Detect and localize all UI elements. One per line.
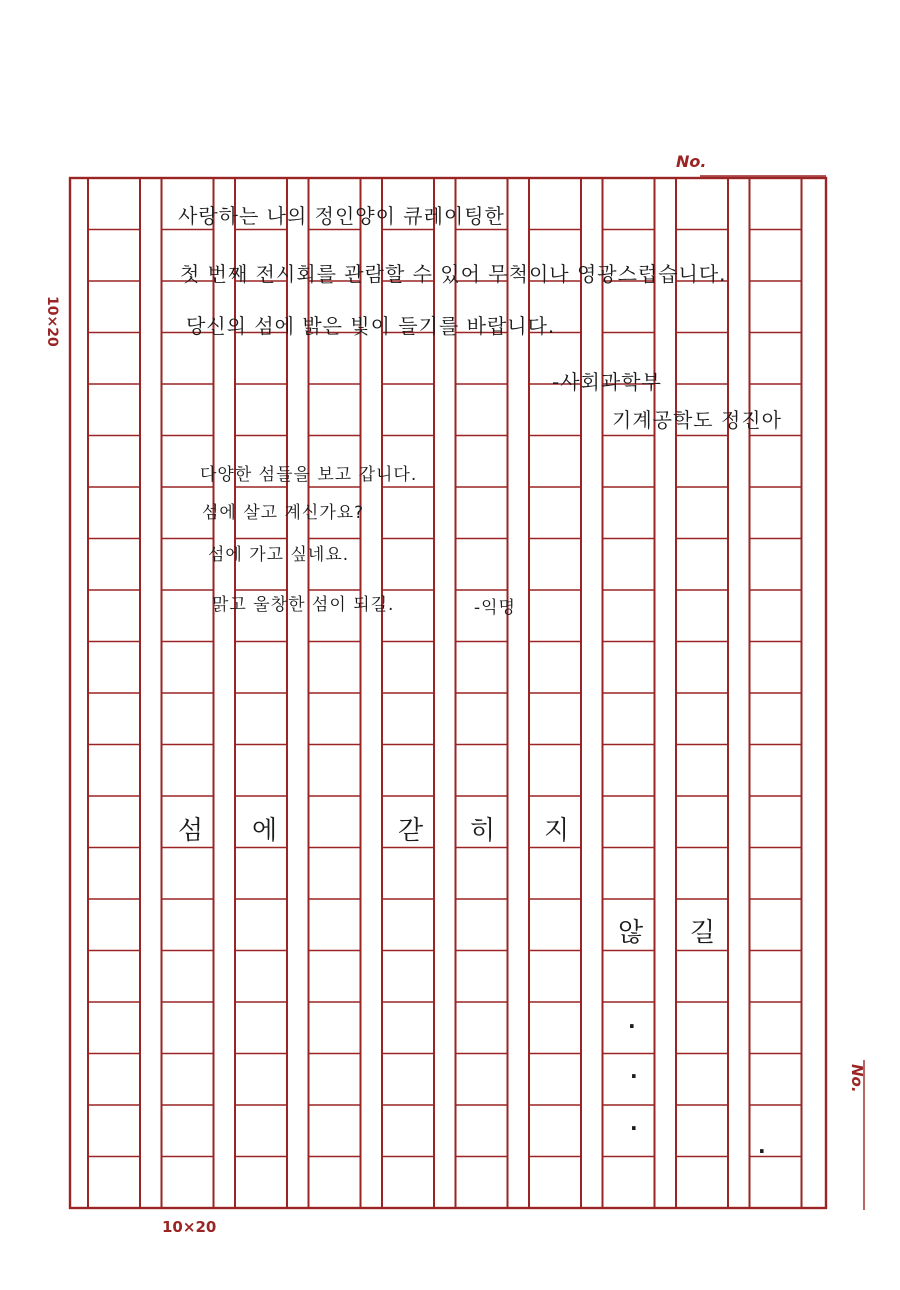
number-label-right: No. bbox=[848, 1064, 866, 1093]
message2-line-4: 맑고 울창한 섬이 되길. bbox=[212, 595, 395, 615]
poem-char-1: 섬 bbox=[178, 816, 204, 846]
number-label-top: No. bbox=[676, 152, 707, 171]
poem-char-5: 지 bbox=[544, 816, 570, 846]
message2-line-2: 섬에 살고 계신가요? bbox=[202, 503, 365, 523]
poem-char-7: 길 bbox=[690, 918, 716, 948]
message1-line-2: 첫 번째 전시회를 관람할 수 있어 무척이나 영광스럽습니다. bbox=[180, 262, 727, 286]
ellipsis-dot-2: · bbox=[630, 1064, 638, 1088]
message2-signature: -익명 bbox=[474, 598, 516, 618]
poem-char-6: 않 bbox=[618, 918, 644, 948]
message1-signature-name: 기계공학도 정진아 bbox=[612, 408, 782, 432]
poem-char-4: 히 bbox=[470, 816, 496, 846]
poem-char-2: 에 bbox=[252, 816, 278, 846]
message1-signature-dept: -사회과학부 bbox=[552, 370, 662, 394]
final-period: . bbox=[758, 1134, 766, 1158]
grid-size-label-side: 10×20 bbox=[44, 296, 60, 347]
ellipsis-dot-1: · bbox=[628, 1014, 636, 1038]
message1-line-1: 사랑하는 나의 정인양이 큐레이팅한 bbox=[178, 204, 505, 228]
grid-size-label-bottom: 10×20 bbox=[162, 1218, 217, 1236]
poem-char-3: 갇 bbox=[398, 816, 424, 846]
ellipsis-dot-3: · bbox=[630, 1116, 638, 1140]
message2-line-3: 섬에 가고 싶네요. bbox=[208, 545, 350, 565]
message1-line-3: 당신의 섬에 밝은 빛이 들기를 바랍니다. bbox=[186, 314, 556, 338]
message2-line-1: 다양한 섬들을 보고 갑니다. bbox=[200, 465, 418, 485]
